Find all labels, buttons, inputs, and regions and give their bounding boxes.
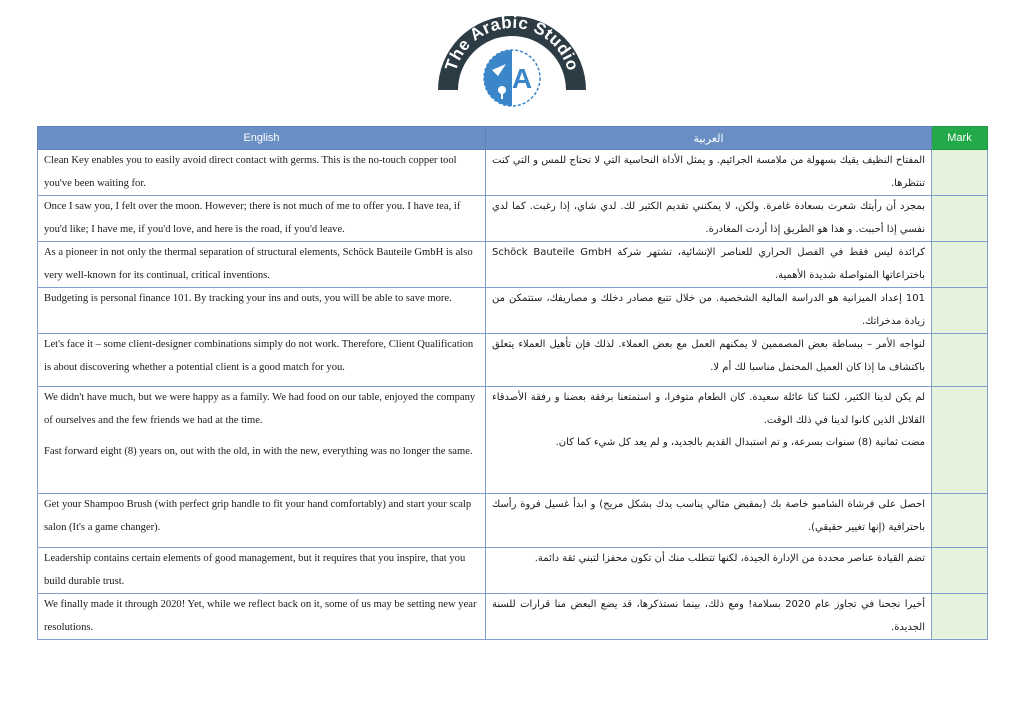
translation-table — [37, 126, 988, 640]
english-text: Once I saw you, I felt over the moon. However; there is not much of me to offer you. I have tea, if you'd like; I have me, if you'd love, and here is the road, if you'd leave. — [44, 201, 461, 235]
arabic-text: مضت ثمانية (8) سنوات بسرعة، و تم استبدال القديم بالجديد، و لم يعد كل شيء كما كان. — [555, 437, 925, 448]
english-cell — [38, 242, 486, 288]
mark-cell[interactable] — [932, 288, 988, 334]
arabic-cell — [486, 334, 932, 387]
english-cell — [38, 334, 486, 387]
table-row — [38, 548, 988, 594]
arabic-text: تضم القيادة عناصر محددة من الإدارة الجيدة، لكنها تتطلب منك أن تكون محفزا لتبني ثقة دائمة. — [534, 553, 925, 564]
mark-cell[interactable] — [932, 150, 988, 196]
english-cell — [38, 196, 486, 242]
arabic-text: بمجرد أن رأيتك شعرت بسعادة غامرة. ولكن، لا يمكنني تقديم الكثير لك. لدي شاي، إذا رغبت. كما لدي نفسي إذا أحببت. و هذا هو الطريق إذا أردت المغادرة. — [492, 201, 925, 235]
mark-cell[interactable] — [932, 548, 988, 594]
english-cell — [38, 150, 486, 196]
table-row — [38, 387, 988, 494]
logo-text: The Arabic Studio — [441, 12, 583, 74]
table-row — [38, 242, 988, 288]
english-cell — [38, 494, 486, 548]
english-text: Budgeting is personal finance 101. By tracking your ins and outs, you will be able to save more. — [44, 293, 452, 304]
table-row — [38, 494, 988, 548]
arabic-cell — [486, 494, 932, 548]
table-row — [38, 334, 988, 387]
mark-cell[interactable] — [932, 387, 988, 494]
arabic-text: 101 إعداد الميزانية هو الدراسة المالية الشخصية. من خلال تتبع مصادر دخلك و مصاريفك، ستتمكن من زيادة مدخراتك. — [492, 293, 925, 327]
the-arabic-studio-logo — [432, 4, 592, 116]
english-cell — [38, 387, 486, 494]
english-text: Clean Key enables you to easily avoid direct contact with germs. This is the no-touch copper tool you've been waiting for. — [44, 155, 457, 189]
english-text: Get your Shampoo Brush (with perfect grip handle to fit your hand comfortably) and start your scalp salon (It's a game changer). — [44, 499, 472, 533]
table-row — [38, 288, 988, 334]
english-cell — [38, 594, 486, 640]
english-text: Let's face it – some client-designer combinations simply do not work. Therefore, Client Qualification is about discovering whether a potential client is a good match for you. — [44, 339, 474, 373]
mark-cell[interactable] — [932, 196, 988, 242]
arabic-cell — [486, 387, 932, 494]
table-row — [38, 196, 988, 242]
logo-letter-a: A — [511, 63, 533, 94]
mark-cell[interactable] — [932, 594, 988, 640]
mark-cell[interactable] — [932, 242, 988, 288]
mark-cell[interactable] — [932, 334, 988, 387]
english-column-header: English — [38, 127, 486, 150]
arabic-text: لم يكن لدينا الكثير، لكننا كنا عائلة سعيدة. كان الطعام متوفرا، و استمتعنا برفقة بعضنا و رفقة الأصدقاء القلائل الذين كانوا لدينا في ذلك الوقت. — [492, 392, 925, 426]
english-text: As a pioneer in not only the thermal separation of structural elements, Schöck Bauteile GmbH is also very well-known for its continual, critical inventions. — [44, 247, 473, 281]
arabic-cell — [486, 548, 932, 594]
arabic-cell — [486, 150, 932, 196]
arabic-text: لنواجه الأمر – ببساطة بعض المصممين لا يمكنهم العمل مع بعض العملاء. لذلك فإن تأهيل العملاء يتعلق باكتشاف ما إذا كان العميل المحتمل مناسبا لك أم لا. — [492, 339, 925, 373]
english-text: We finally made it through 2020! Yet, while we reflect back on it, some of us may be setting new year resolutions. — [44, 599, 477, 633]
arabic-text: المفتاح النظيف يقيك بسهولة من ملامسة الجرائيم. و يمثل الأداة النحاسية التي لا تحتاج للمس و التي كنت تنتظرها. — [492, 155, 925, 189]
arabic-text: كرائدة ليس فقط في الفصل الحراري للعناصر الإنشائية، تشتهر شركة Schöck Bauteile GmbH باختراعاتها المتواصلة شديدة الأهمية. — [492, 247, 926, 281]
english-text: We didn't have much, but we were happy as a family. We had food on our table, enjoyed the company of ourselves and the few friends we had at the time. — [44, 392, 476, 426]
table-row — [38, 150, 988, 196]
arabic-text: احصل على فرشاة الشامبو خاصة بك (بمقبض مثالي يناسب يدك بشكل مريح) و ابدأ غسيل فروة رأسك باحترافية (إنها تغيير حقيقي). — [492, 499, 925, 533]
table-row — [38, 594, 988, 640]
arabic-cell — [486, 288, 932, 334]
arabic-column-header: العربية — [486, 127, 932, 150]
english-cell — [38, 288, 486, 334]
table-header-row — [38, 127, 988, 150]
arabic-cell — [486, 196, 932, 242]
english-cell — [38, 548, 486, 594]
english-text: Fast forward eight (8) years on, out with the old, in with the new, everything was no longer the same. — [44, 446, 473, 457]
english-text: Leadership contains certain elements of good management, but it requires that you inspire, that you build durable trust. — [44, 553, 466, 587]
arabic-text: أخيرا نجحنا في تجاوز عام 2020 بسلامة! ومع ذلك، بينما نستذكرها، قد يضع البعض منا قرارات للسنة الجديدة. — [492, 599, 925, 633]
mark-column-header: Mark — [932, 127, 988, 150]
mark-cell[interactable] — [932, 494, 988, 548]
arabic-cell — [486, 242, 932, 288]
arabic-cell — [486, 594, 932, 640]
